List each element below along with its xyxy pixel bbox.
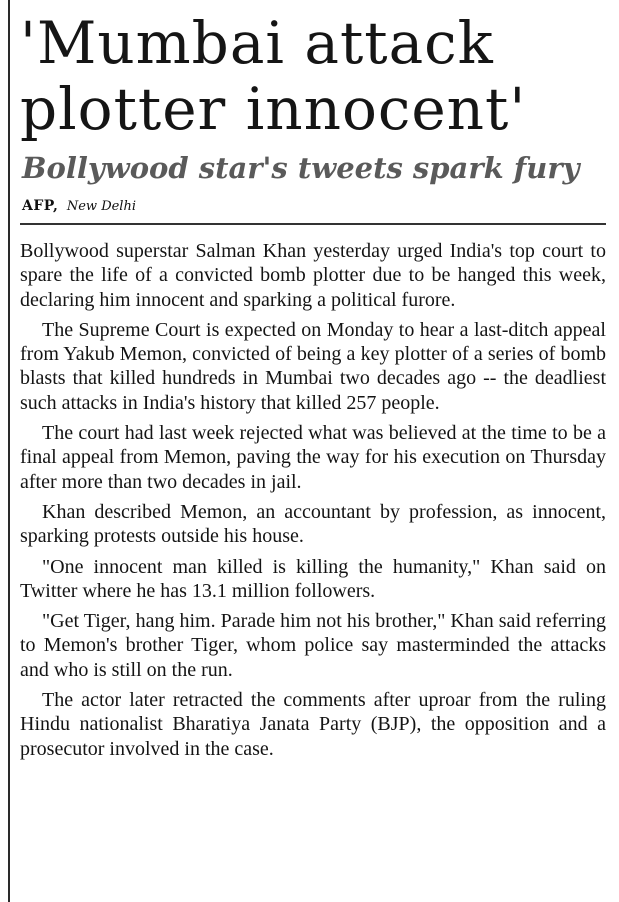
subheadline: Bollywood star's tweets spark fury <box>22 151 580 185</box>
byline-divider <box>20 223 606 225</box>
paragraph-6: "Get Tiger, hang him. Parade him not his brother," Khan said referring to Memon's brother Tiger, whom police say masterminded the attacks and who is still on the run. <box>20 610 606 681</box>
paragraph-2: The Supreme Court is expected on Monday to hear a last-ditch appeal from Yakub Memon, convicted of being a key plotter of a series of bomb blasts that killed hundreds in Mumbai two decades ago -- the deadliest such attacks in India's history that killed 257 people. <box>20 318 606 414</box>
paragraph-7: The actor later retracted the comments after uproar from the ruling Hindu nationalist Bharatiya Janata Party (BJP), the opposition and a prosecutor involved in the case. <box>20 689 606 760</box>
article-body <box>20 239 606 761</box>
column-rule <box>8 0 10 902</box>
paragraph-4: Khan described Memon, an accountant by profession, as innocent, sparking protests outside his house. <box>20 500 606 548</box>
paragraph-1: Bollywood superstar Salman Khan yesterday urged India's top court to spare the life of a convicted bomb plotter due to be hanged this week, declaring him innocent and sparking a political furore. <box>20 240 606 311</box>
news-article <box>20 0 606 767</box>
headline-line-1: 'Mumbai attack <box>20 9 494 77</box>
paragraph-3: The court had last week rejected what was believed at the time to be a final appeal from Memon, paving the way for his execution on Thursday after more than two decades in jail. <box>20 422 606 493</box>
byline <box>22 196 606 217</box>
headline-line-2: plotter innocent' <box>20 75 527 143</box>
byline-agency: AFP, <box>22 198 59 214</box>
paragraph-5: "One innocent man killed is killing the humanity," Khan said on Twitter where he has 13.1 million followers. <box>20 555 606 602</box>
headline <box>20 0 606 142</box>
byline-place: New Delhi <box>66 199 136 214</box>
